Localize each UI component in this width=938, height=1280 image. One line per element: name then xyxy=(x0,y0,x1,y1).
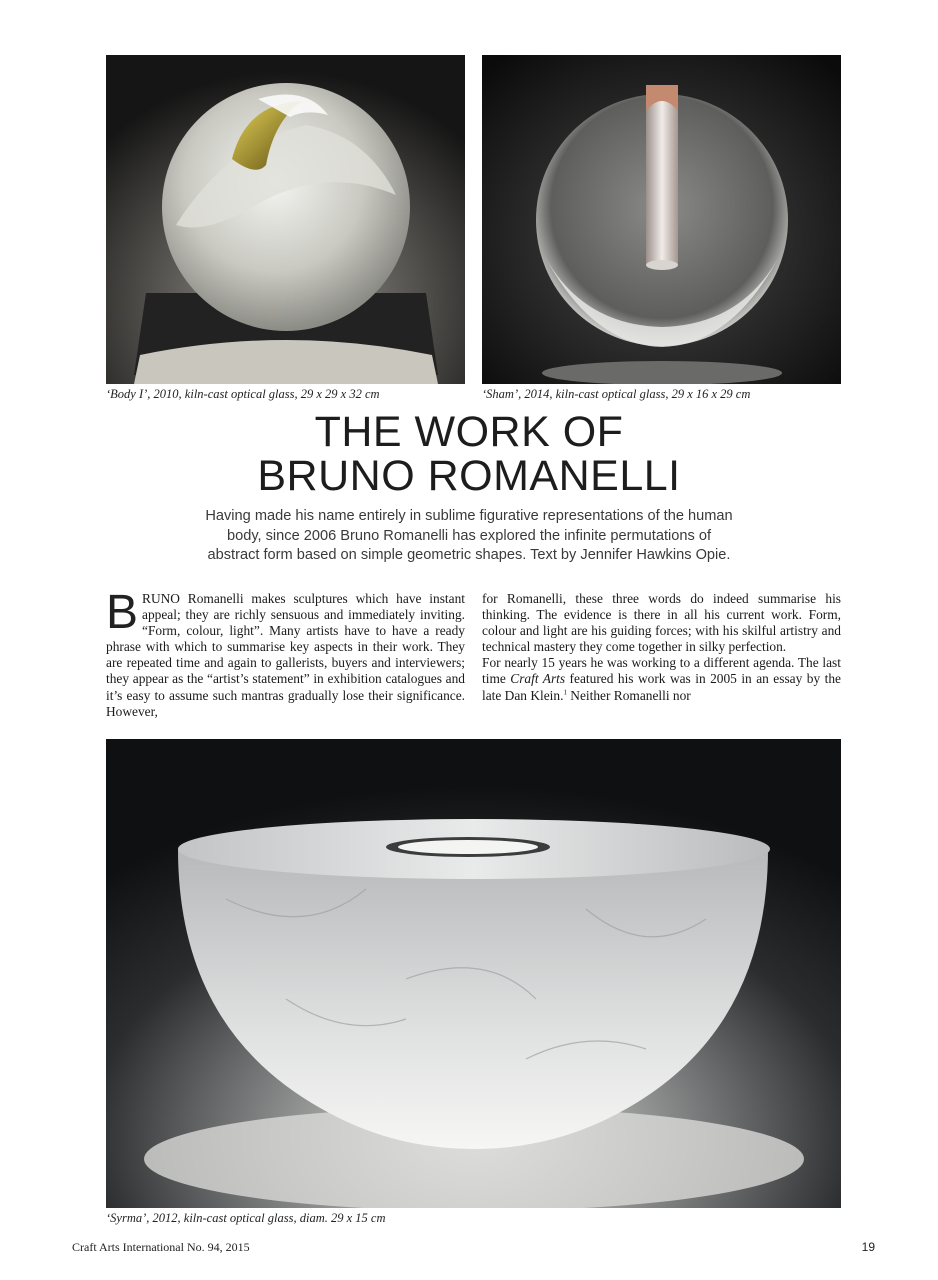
photo-syrma-image xyxy=(106,739,841,1208)
photo-sham-image xyxy=(482,55,841,384)
photo-body-i xyxy=(106,55,465,384)
body-paragraph-1 xyxy=(106,586,465,720)
footnote-ref: 1 xyxy=(563,688,567,697)
body-column-1 xyxy=(106,586,465,720)
caption-body-i: ‘Body I’, 2010, kiln-cast optical glass, 29 x 29 x 32 cm xyxy=(106,387,380,401)
footer-page-number: 19 xyxy=(861,1240,875,1254)
caption-syrma: ‘Syrma’, 2012, kiln-cast optical glass, diam. 29 x 15 cm xyxy=(106,1211,386,1225)
photo-syrma xyxy=(106,739,841,1208)
col2-text-a: For nearly 15 years he was working to a different agenda. The last time xyxy=(482,655,841,687)
title-line-1: THE WORK OF xyxy=(314,408,624,456)
drop-cap: B xyxy=(106,586,139,639)
body-paragraph-2: for Romanelli, these three words do indeed summarise his thinking. The evidence is there in all his current work. Form, colour and light are his guiding forces; with his skilful artistry and technical mastery they come together in silky perfection. xyxy=(482,591,841,655)
body-column-2 xyxy=(482,591,841,704)
article-title xyxy=(0,410,938,498)
standfirst: Having made his name entirely in sublime figurative representations of the human body, since 2006 Bruno Romanelli has explored the infinite permutations of abstract form based on simple geometric shapes. Text by Jennifer Hawkins Opie. xyxy=(205,508,733,564)
col2-text-c: Neither Romanelli nor xyxy=(566,687,691,703)
publication-name: Craft Arts xyxy=(510,671,566,687)
photo-sham xyxy=(482,55,841,384)
footer-publication: Craft Arts International No. 94, 2015 xyxy=(72,1240,250,1254)
col1-text: RUNO Romanelli makes sculptures which have instant appeal; they are richly sensuous and immediately inviting. “Form, colour, light”. Many artists have to have a ready phrase with which to summarise key aspects in their work. They are repeated time and again to gallerists, buyers and interviewers; they appear as the “artist’s statement” in exhibition catalogues and it’s easy to assume such mantras gradually lose their significance. However, xyxy=(106,591,465,719)
col2-text-b: featured his work was in 2005 in an essay by the late Dan Klein. xyxy=(482,671,841,703)
photo-body-i-image xyxy=(106,55,465,384)
title-line-2: BRUNO ROMANELLI xyxy=(257,452,681,500)
body-paragraph-3 xyxy=(482,655,841,703)
caption-sham: ‘Sham’, 2014, kiln-cast optical glass, 29 x 16 x 29 cm xyxy=(482,387,751,401)
